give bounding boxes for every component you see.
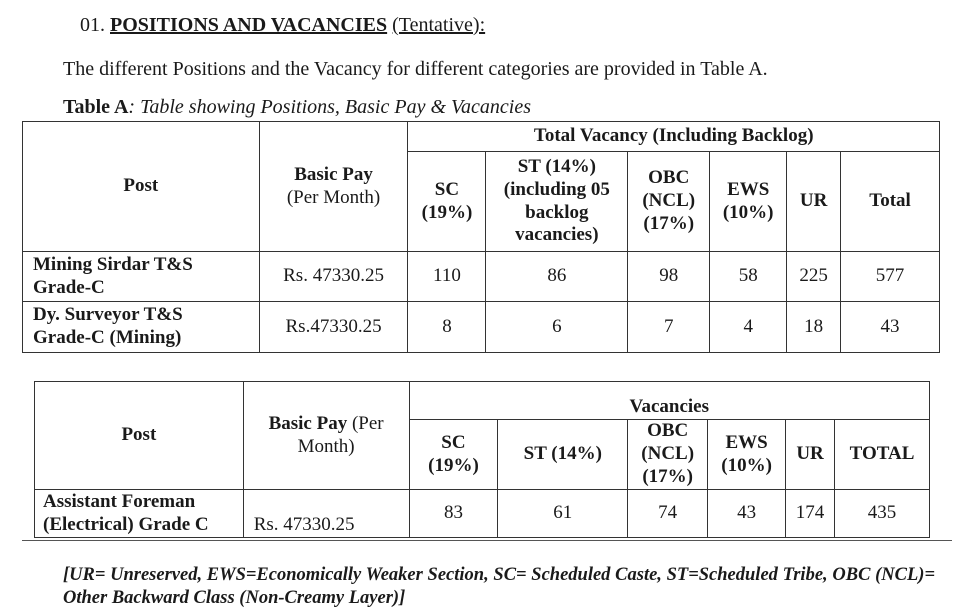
total-vacancy-header: Total Vacancy (Including Backlog) <box>408 122 940 152</box>
table-b <box>34 381 930 538</box>
ews-cell: 4 <box>710 302 787 353</box>
intro-text: The different Positions and the Vacancy for different categories are provided in Table A. <box>63 58 768 80</box>
total-cell: 43 <box>841 302 940 353</box>
st-header: ST (14%) (including 05 backlog vacancies) <box>486 152 628 252</box>
ews-header: EWS (10%) <box>708 420 786 490</box>
total-header: TOTAL <box>835 420 930 490</box>
sc-header: SC (19%) <box>408 152 486 252</box>
section-heading <box>80 14 485 37</box>
section-number: 01. <box>80 14 105 36</box>
caption-text: : Table showing Positions, Basic Pay & Vacancies <box>128 96 531 118</box>
table-a <box>22 121 940 353</box>
basic-pay-header: Basic Pay (Per Month) <box>259 122 408 252</box>
obc-cell: 74 <box>628 490 708 538</box>
post-cell: Assistant Foreman (Electrical) Grade C <box>35 490 244 538</box>
table-row <box>23 302 940 353</box>
obc-cell: 98 <box>628 252 710 302</box>
st-cell: 6 <box>486 302 628 353</box>
ur-cell: 174 <box>786 490 835 538</box>
obc-header: OBC (NCL) (17%) <box>628 420 708 490</box>
footnote: [UR= Unreserved, EWS=Economically Weaker Section, SC= Scheduled Caste, ST=Scheduled Tribe, OBC (NCL)= Other Backward Class (Non-Creamy Layer)] <box>63 565 935 609</box>
obc-header: OBC (NCL) (17%) <box>628 152 710 252</box>
ur-cell: 18 <box>787 302 841 353</box>
obc-cell: 7 <box>628 302 710 353</box>
ews-cell: 58 <box>710 252 787 302</box>
pay-cell: Rs. 47330.25 <box>243 490 409 538</box>
table-row <box>23 252 940 302</box>
ur-header: UR <box>786 420 835 490</box>
table-caption <box>63 96 531 119</box>
caption-label: Table A <box>63 96 129 118</box>
total-header: Total <box>841 152 940 252</box>
ews-header: EWS (10%) <box>710 152 787 252</box>
sc-cell: 83 <box>409 490 498 538</box>
sc-header: SC (19%) <box>409 420 498 490</box>
post-cell: Mining Sirdar T&S Grade-C <box>23 252 260 302</box>
basic-pay-header: Basic Pay (Per Month) <box>243 382 409 490</box>
sc-cell: 8 <box>408 302 486 353</box>
pay-cell: Rs. 47330.25 <box>259 252 408 302</box>
ur-cell: 225 <box>787 252 841 302</box>
post-cell: Dy. Surveyor T&S Grade-C (Mining) <box>23 302 260 353</box>
vacancies-header: Vacancies <box>409 382 930 420</box>
divider <box>22 540 952 541</box>
st-cell: 86 <box>486 252 628 302</box>
post-header: Post <box>23 122 260 252</box>
ews-cell: 43 <box>708 490 786 538</box>
pay-cell: Rs.47330.25 <box>259 302 408 353</box>
ur-header: UR <box>787 152 841 252</box>
sc-cell: 110 <box>408 252 486 302</box>
section-title: POSITIONS AND VACANCIES <box>110 14 388 36</box>
st-cell: 61 <box>498 490 628 538</box>
section-suffix: (Tentative): <box>392 14 486 36</box>
total-cell: 577 <box>841 252 940 302</box>
table-row <box>35 490 930 538</box>
st-header: ST (14%) <box>498 420 628 490</box>
total-cell: 435 <box>835 490 930 538</box>
post-header: Post <box>35 382 244 490</box>
